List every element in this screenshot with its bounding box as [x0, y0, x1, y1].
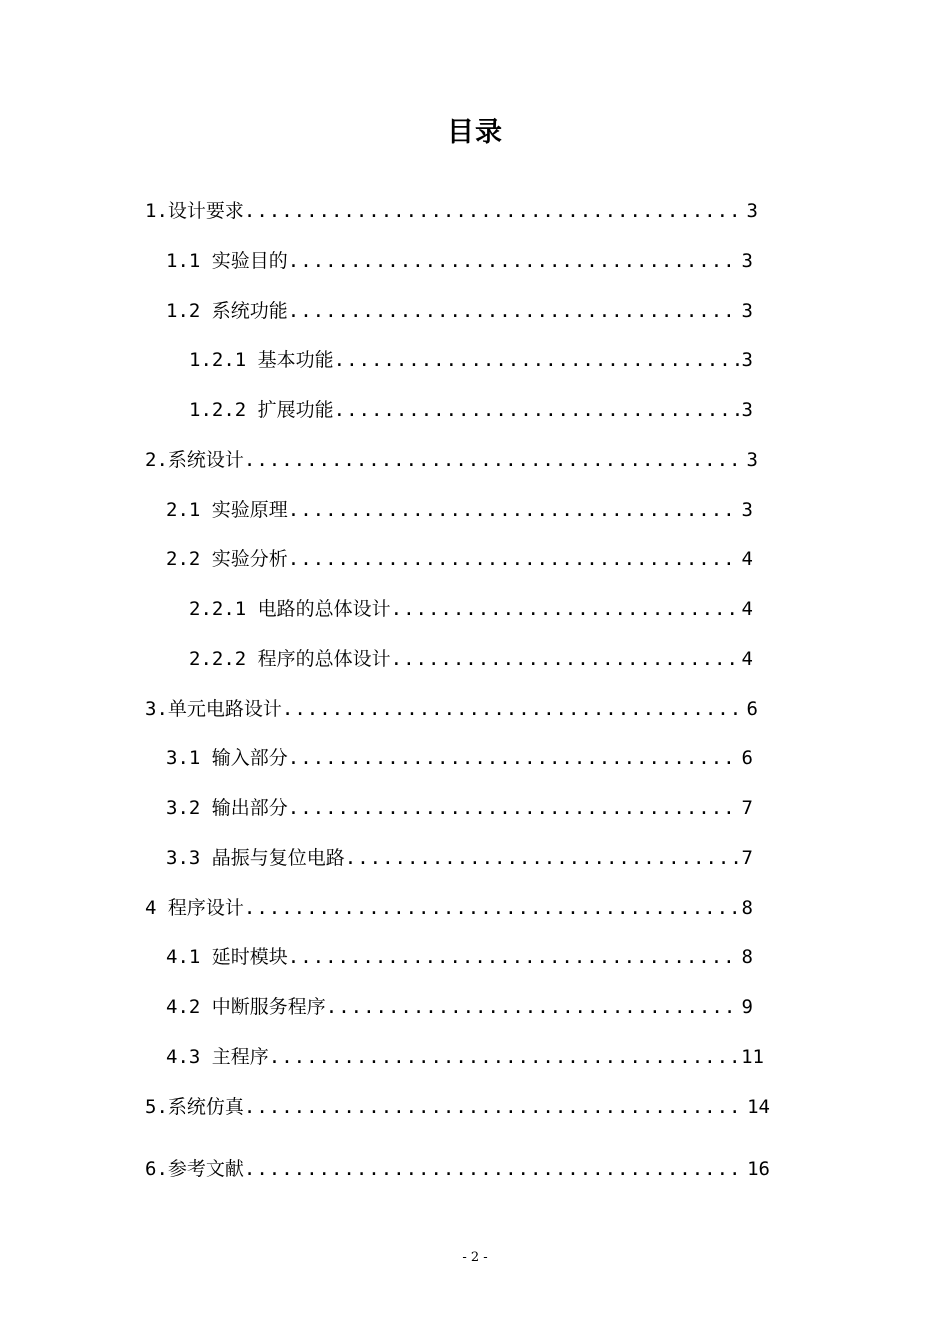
toc-entry-label: 1.2 系统功能: [166, 300, 288, 322]
toc-entry-page: 8: [741, 946, 753, 968]
toc-entry-page: 3: [746, 200, 758, 222]
toc-leader: [288, 943, 740, 971]
toc-leader: [244, 1155, 745, 1183]
toc-entry-label: 1.1 实验目的: [166, 250, 288, 272]
toc-entry-4[interactable]: [145, 894, 753, 922]
toc-entry-label: 4 程序设计: [145, 897, 244, 919]
toc-leader: [334, 346, 740, 374]
toc-entry-label: 3.3 晶振与复位电路: [166, 847, 345, 869]
toc-entry-1-2[interactable]: [166, 297, 753, 325]
toc-entry-label: 4.3 主程序: [166, 1046, 269, 1068]
toc-entry-page: 4: [741, 598, 753, 620]
toc-entry-4-1[interactable]: [166, 943, 753, 971]
toc-entry-3[interactable]: [145, 695, 758, 723]
toc-entry-label: 1.设计要求: [145, 200, 244, 222]
toc-entry-page: 6: [741, 747, 753, 769]
toc-entry-label: 2.系统设计: [145, 449, 244, 471]
toc-entry-2-2-2[interactable]: [189, 645, 753, 673]
toc-leader: [244, 446, 745, 474]
toc-leader: [244, 1093, 745, 1121]
toc-leader: [288, 545, 740, 573]
toc-leader: [244, 197, 745, 225]
toc-entry-page: 16: [747, 1158, 770, 1180]
toc-entry-page: 4: [741, 548, 753, 570]
toc-entry-label: 5.系统仿真: [145, 1096, 244, 1118]
toc-leader: [288, 297, 740, 325]
toc-entry-1-2-2[interactable]: [189, 396, 753, 424]
toc-entry-page: 3: [741, 250, 753, 272]
toc-entry-page: 8: [741, 897, 753, 919]
toc-leader: [288, 496, 740, 524]
toc-leader: [244, 894, 740, 922]
toc-entry-label: 4.2 中断服务程序: [166, 996, 326, 1018]
toc-entry-page: 7: [741, 797, 753, 819]
toc-entry-label: 6.参考文献: [145, 1158, 244, 1180]
toc-entry-1-1[interactable]: [166, 247, 753, 275]
toc-entry-page: 4: [741, 648, 753, 670]
toc-entry-3-3[interactable]: [166, 844, 753, 872]
toc-entry-2-2-1[interactable]: [189, 595, 753, 623]
toc-entry-label: 2.1 实验原理: [166, 499, 288, 521]
toc-entry-label: 1.2.2 扩展功能: [189, 399, 334, 421]
toc-leader: [288, 744, 740, 772]
toc-entry-page: 3: [746, 449, 758, 471]
toc-leader: [391, 645, 740, 673]
toc-entry-page: 3: [741, 300, 753, 322]
toc-entry-page: 11: [741, 1046, 764, 1068]
toc-entry-3-1[interactable]: [166, 744, 753, 772]
toc-entry-page: 6: [746, 698, 758, 720]
toc-entry-2-2[interactable]: [166, 545, 753, 573]
page-title: 目录: [447, 117, 503, 148]
toc-entry-4-3[interactable]: [166, 1043, 764, 1071]
toc-leader: [334, 396, 740, 424]
toc-entry-label: 2.2 实验分析: [166, 548, 288, 570]
toc-entry-label: 4.1 延时模块: [166, 946, 288, 968]
toc-entry-label: 3.单元电路设计: [145, 698, 282, 720]
toc-entry-2[interactable]: [145, 446, 758, 474]
toc-entry-2-1[interactable]: [166, 496, 753, 524]
toc-entry-page: 14: [747, 1096, 770, 1118]
toc-entry-label: 2.2.1 电路的总体设计: [189, 598, 391, 620]
toc-entry-6[interactable]: [145, 1155, 770, 1183]
toc-entry-page: 3: [741, 499, 753, 521]
page-number: - 2 -: [462, 1250, 488, 1265]
toc-leader: [269, 1043, 739, 1071]
toc-entry-label: 3.1 输入部分: [166, 747, 288, 769]
toc-entry-page: 3: [741, 349, 753, 371]
toc-leader: [288, 247, 740, 275]
toc-entry-1[interactable]: [145, 197, 758, 225]
toc-entry-page: 3: [741, 399, 753, 421]
toc-entry-page: 7: [741, 847, 753, 869]
toc-entry-page: 9: [741, 996, 753, 1018]
toc-entry-label: 2.2.2 程序的总体设计: [189, 648, 391, 670]
toc-entry-label: 3.2 输出部分: [166, 797, 288, 819]
toc-entry-1-2-1[interactable]: [189, 346, 753, 374]
toc-entry-label: 1.2.1 基本功能: [189, 349, 334, 371]
toc-entry-3-2[interactable]: [166, 794, 753, 822]
toc-entry-4-2[interactable]: [166, 993, 753, 1021]
toc-entry-5[interactable]: [145, 1093, 770, 1121]
toc-leader: [345, 844, 740, 872]
toc-leader: [282, 695, 745, 723]
toc-leader: [288, 794, 740, 822]
toc-leader: [326, 993, 740, 1021]
toc-leader: [391, 595, 740, 623]
